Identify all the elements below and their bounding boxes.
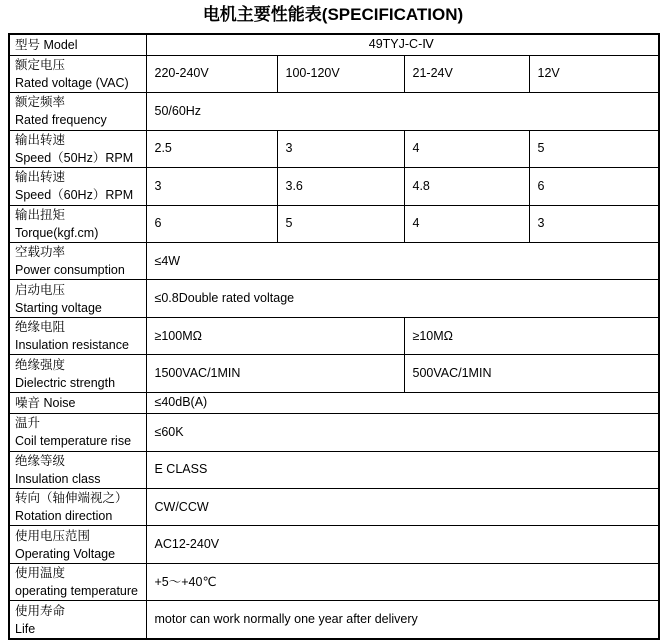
row-label-cell <box>9 526 146 563</box>
row-value-cell: CW/CCW <box>146 488 659 525</box>
row-label-line-secondary: Rotation direction <box>15 509 113 524</box>
row-value-cell: 3 <box>277 130 404 167</box>
table-row <box>9 205 659 242</box>
row-label-line-secondary: Speed（60Hz）RPM <box>15 188 134 203</box>
row-label-cell <box>9 280 146 317</box>
row-label-line-primary: 输出转速 <box>15 132 66 147</box>
row-label-cell <box>9 55 146 92</box>
row-label-cell <box>9 317 146 354</box>
row-value-cell: 3 <box>146 168 277 205</box>
row-label-line-primary: 输出扭矩 <box>15 207 66 222</box>
table-row <box>9 34 659 55</box>
row-value-cell: 4 <box>404 205 529 242</box>
row-label-line-secondary: Insulation resistance <box>15 338 129 353</box>
row-value-cell: ≤4W <box>146 243 659 280</box>
row-label-line-secondary: Operating Voltage <box>15 546 116 561</box>
table-row <box>9 93 659 130</box>
row-label-line-secondary: Power consumption <box>15 263 125 278</box>
table-row <box>9 355 659 392</box>
row-label-cell <box>9 168 146 205</box>
row-label-line-primary: 使用温度 <box>15 566 66 581</box>
table-row <box>9 601 659 639</box>
row-label-line-secondary: Torque(kgf.cm) <box>15 225 99 240</box>
row-label-line-primary: 使用寿命 <box>15 603 66 618</box>
row-label-line-primary: 型号 Model <box>15 37 78 52</box>
row-value-cell: 5 <box>529 130 659 167</box>
table-row <box>9 130 659 167</box>
table-row <box>9 392 659 413</box>
table-row <box>9 243 659 280</box>
row-label-line-primary: 绝缘强度 <box>15 357 66 372</box>
row-value-cell: 4 <box>404 130 529 167</box>
row-value-cell: 100-120V <box>277 55 404 92</box>
row-value-cell: 500VAC/1MIN <box>404 355 659 392</box>
row-label-line-primary: 绝缘等级 <box>15 453 66 468</box>
row-label-line-secondary: Starting voltage <box>15 300 102 315</box>
row-value-cell: 5 <box>277 205 404 242</box>
page-title: 电机主要性能表(SPECIFICATION) <box>202 5 464 24</box>
row-value-cell: ≥10MΩ <box>404 317 659 354</box>
table-row <box>9 280 659 317</box>
row-value-cell: 49TYJ-C-Ⅳ <box>146 34 659 55</box>
row-label-line-primary: 绝缘电阻 <box>15 320 66 335</box>
spec-table <box>8 33 660 640</box>
table-row <box>9 168 659 205</box>
row-label-cell <box>9 205 146 242</box>
row-label-cell <box>9 243 146 280</box>
row-value-cell: 2.5 <box>146 130 277 167</box>
row-label-line-primary: 启动电压 <box>15 282 66 297</box>
row-value-cell: 3.6 <box>277 168 404 205</box>
row-value-cell: 4.8 <box>404 168 529 205</box>
row-label-cell <box>9 93 146 130</box>
row-label-line-secondary: Rated frequency <box>15 113 107 128</box>
row-value-cell: ≤40dB(A) <box>146 392 659 413</box>
row-value-cell: 1500VAC/1MIN <box>146 355 404 392</box>
row-label-line-primary: 空载功率 <box>15 245 66 260</box>
row-label-cell <box>9 563 146 600</box>
row-label-cell <box>9 451 146 488</box>
row-value-cell: E CLASS <box>146 451 659 488</box>
row-label-line-primary: 噪音 Noise <box>15 395 76 410</box>
row-label-line-primary: 使用电压范围 <box>15 528 91 543</box>
row-label-cell <box>9 34 146 55</box>
row-label-cell <box>9 130 146 167</box>
row-label-line-primary: 输出转速 <box>15 170 66 185</box>
row-value-cell: 50/60Hz <box>146 93 659 130</box>
table-row <box>9 451 659 488</box>
row-label-line-primary: 额定电压 <box>15 57 66 72</box>
row-value-cell: motor can work normally one year after delivery <box>146 601 659 639</box>
row-label-cell <box>9 355 146 392</box>
table-row <box>9 526 659 563</box>
row-label-line-primary: 转向（轴伸端视之） <box>15 491 128 506</box>
spec-table-body <box>9 34 659 639</box>
row-label-cell <box>9 488 146 525</box>
row-label-line-primary: 温升 <box>15 416 41 431</box>
row-label-cell <box>9 601 146 639</box>
row-label-line-secondary: Coil temperature rise <box>15 434 132 449</box>
spec-sheet <box>0 5 666 640</box>
row-value-cell: +5～+40℃ <box>146 563 659 600</box>
row-value-cell: AC12-240V <box>146 526 659 563</box>
row-label-line-primary: 额定频率 <box>15 95 66 110</box>
row-value-cell: 6 <box>529 168 659 205</box>
row-label-cell <box>9 414 146 451</box>
row-value-cell: ≤60K <box>146 414 659 451</box>
row-label-line-secondary: operating temperature <box>15 584 138 599</box>
table-row <box>9 55 659 92</box>
table-row <box>9 317 659 354</box>
row-value-cell: 12V <box>529 55 659 92</box>
row-value-cell: 21-24V <box>404 55 529 92</box>
table-row <box>9 563 659 600</box>
row-label-cell <box>9 392 146 413</box>
row-value-cell: ≤0.8Double rated voltage <box>146 280 659 317</box>
row-label-line-secondary: Life <box>15 621 36 636</box>
table-row <box>9 414 659 451</box>
row-label-line-secondary: Speed（50Hz）RPM <box>15 150 134 165</box>
row-value-cell: ≥100MΩ <box>146 317 404 354</box>
row-value-cell: 6 <box>146 205 277 242</box>
row-label-line-secondary: Dielectric strength <box>15 375 116 390</box>
row-label-line-secondary: Rated voltage (VAC) <box>15 75 129 90</box>
table-row <box>9 488 659 525</box>
row-value-cell: 220-240V <box>146 55 277 92</box>
row-value-cell: 3 <box>529 205 659 242</box>
row-label-line-secondary: Insulation class <box>15 471 101 486</box>
